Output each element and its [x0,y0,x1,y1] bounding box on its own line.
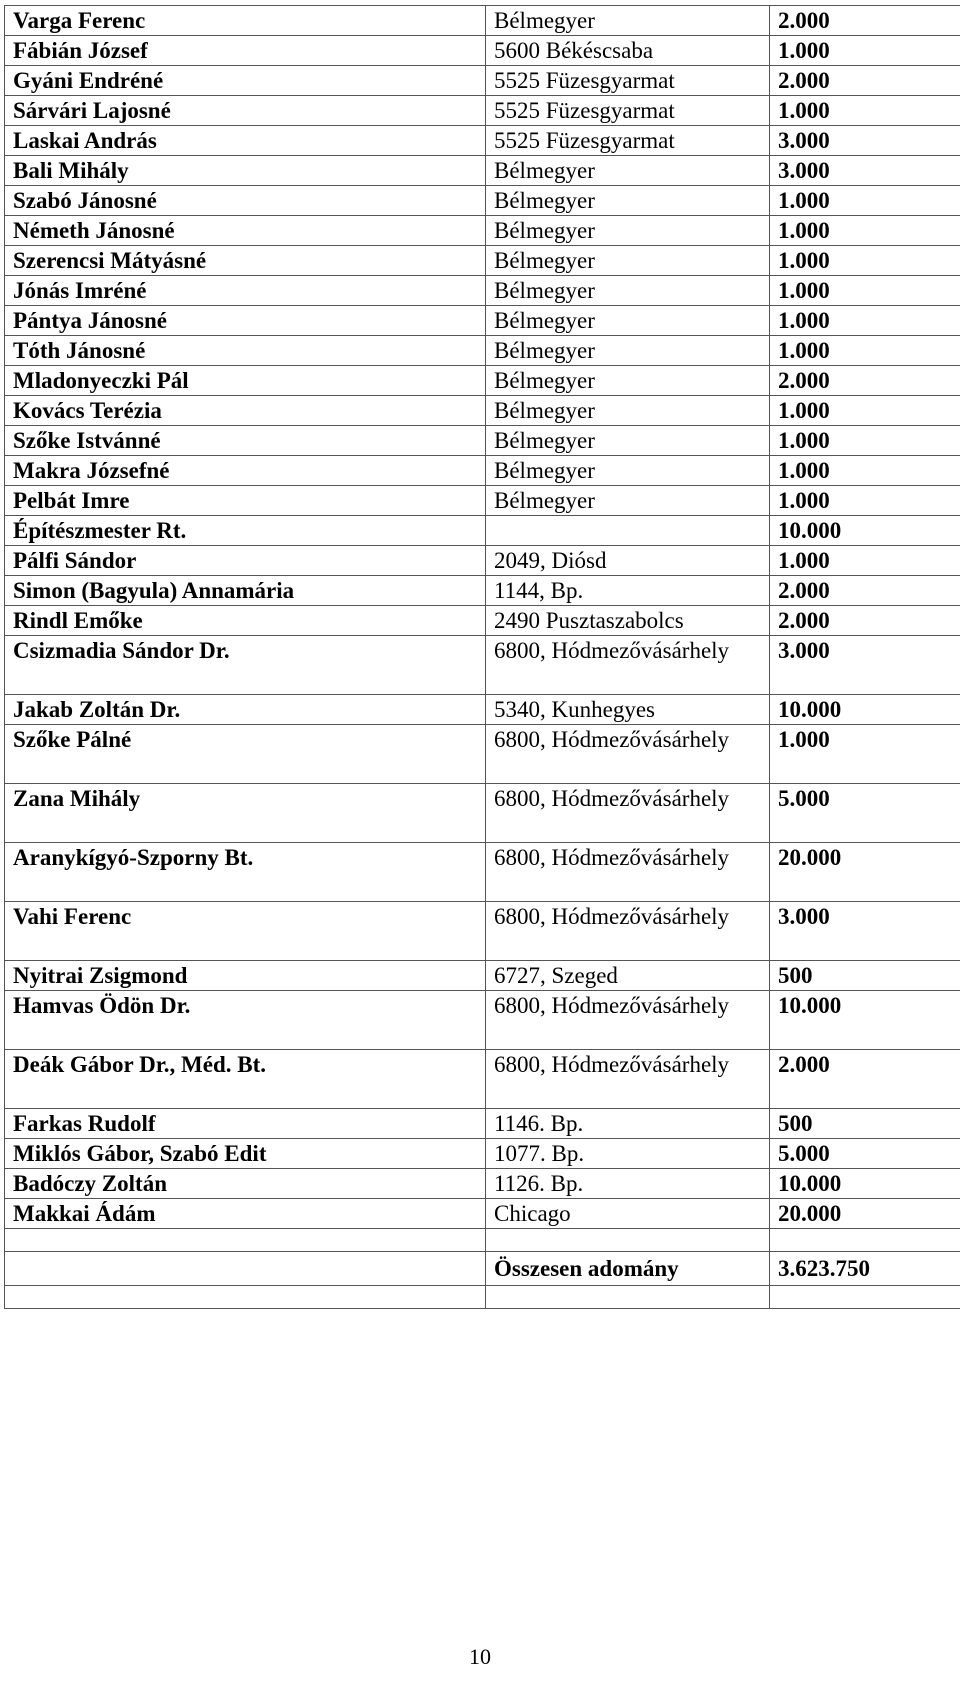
donor-row [5,1050,960,1109]
donor-amount: 1.000 [770,246,960,276]
donor-row [5,36,960,66]
donor-row [5,156,960,186]
donor-amount: 20.000 [770,1199,960,1229]
donor-place: Bélmegyer [486,396,770,426]
donor-row [5,6,960,36]
donor-row [5,843,960,902]
donor-place: 5525 Füzesgyarmat [486,96,770,126]
donor-amount: 20.000 [770,843,960,902]
donor-name: Farkas Rudolf [5,1109,486,1139]
donor-row [5,636,960,695]
donor-place: 5525 Füzesgyarmat [486,126,770,156]
donor-name: Mladonyeczki Pál [5,366,486,396]
donor-amount: 1.000 [770,546,960,576]
donor-name: Badóczy Zoltán [5,1169,486,1199]
donor-place: 1144, Bp. [486,576,770,606]
donor-place: 5525 Füzesgyarmat [486,66,770,96]
donor-place: 2049, Diósd [486,546,770,576]
donor-name: Simon (Bagyula) Annamária [5,576,486,606]
donor-name: Szerencsi Mátyásné [5,246,486,276]
donor-amount: 1.000 [770,96,960,126]
donor-row [5,902,960,961]
donor-row [5,186,960,216]
donor-row [5,456,960,486]
donor-row [5,961,960,991]
donor-name: Makkai Ádám [5,1199,486,1229]
donor-name: Fábián József [5,36,486,66]
donor-name: Tóth Jánosné [5,336,486,366]
donor-amount: 1.000 [770,306,960,336]
donor-row [5,784,960,843]
donor-amount: 2.000 [770,366,960,396]
donor-row [5,991,960,1050]
donor-row [5,725,960,784]
donor-amount: 10.000 [770,516,960,546]
donor-amount: 500 [770,1109,960,1139]
donor-table-body [5,6,960,1309]
page-number: 10 [469,1644,491,1669]
donor-amount: 2.000 [770,576,960,606]
donor-amount: 10.000 [770,991,960,1050]
donor-amount: 2.000 [770,66,960,96]
donor-amount: 3.000 [770,126,960,156]
donor-amount: 1.000 [770,725,960,784]
donor-row [5,366,960,396]
donor-amount: 10.000 [770,695,960,725]
donor-amount: 1.000 [770,36,960,66]
donor-row [5,1139,960,1169]
donor-place: Bélmegyer [486,336,770,366]
donor-name: Aranykígyó-Szporny Bt. [5,843,486,902]
donor-amount: 500 [770,961,960,991]
empty-cell [5,1229,486,1252]
empty-row [5,1286,960,1309]
donor-amount: 1.000 [770,276,960,306]
donor-place: 6800, Hódmezővásárhely [486,1050,770,1109]
donor-place: Bélmegyer [486,186,770,216]
donor-row [5,516,960,546]
donor-amount: 3.000 [770,156,960,186]
donor-amount: 10.000 [770,1169,960,1199]
donor-place: Bélmegyer [486,426,770,456]
donor-name: Vahi Ferenc [5,902,486,961]
donor-name: Deák Gábor Dr., Méd. Bt. [5,1050,486,1109]
donor-place: 6800, Hódmezővásárhely [486,843,770,902]
donor-amount: 1.000 [770,186,960,216]
donor-place: Chicago [486,1199,770,1229]
donor-row [5,1169,960,1199]
donor-row [5,1109,960,1139]
donor-name: Nyitrai Zsigmond [5,961,486,991]
donor-row [5,396,960,426]
donor-amount: 5.000 [770,784,960,843]
empty-cell [486,1229,770,1252]
donor-row [5,336,960,366]
donor-name: Gyáni Endréné [5,66,486,96]
donor-place: 6800, Hódmezővásárhely [486,902,770,961]
donor-name: Laskai András [5,126,486,156]
donor-name: Németh Jánosné [5,216,486,246]
empty-cell [5,1286,486,1309]
donor-name: Rindl Emőke [5,606,486,636]
donor-row [5,66,960,96]
donor-amount: 2.000 [770,606,960,636]
donor-row [5,246,960,276]
donor-amount: 2.000 [770,6,960,36]
donor-name: Varga Ferenc [5,6,486,36]
donor-amount: 1.000 [770,216,960,246]
donor-amount: 3.000 [770,902,960,961]
donor-place: Bélmegyer [486,156,770,186]
donor-row [5,695,960,725]
donor-place: 6800, Hódmezővásárhely [486,991,770,1050]
donor-place: 2490 Pusztaszabolcs [486,606,770,636]
donor-name: Zana Mihály [5,784,486,843]
donor-amount: 1.000 [770,456,960,486]
empty-cell [770,1286,960,1309]
empty-cell [770,1229,960,1252]
donor-name: Bali Mihály [5,156,486,186]
donor-place: 1126. Bp. [486,1169,770,1199]
donor-row [5,126,960,156]
donor-name: Pálfi Sándor [5,546,486,576]
donor-place: Bélmegyer [486,456,770,486]
donor-name: Szabó Jánosné [5,186,486,216]
donor-amount: 1.000 [770,426,960,456]
donor-place: Bélmegyer [486,246,770,276]
donor-place: Bélmegyer [486,366,770,396]
donor-row [5,306,960,336]
empty-cell [5,1252,486,1286]
donor-amount: 2.000 [770,1050,960,1109]
donor-place: Bélmegyer [486,306,770,336]
donor-place: 1077. Bp. [486,1139,770,1169]
donor-name: Kovács Terézia [5,396,486,426]
total-amount: 3.623.750 [770,1252,960,1286]
donor-name: Építészmester Rt. [5,516,486,546]
donor-table [4,5,960,1309]
donor-name: Pántya Jánosné [5,306,486,336]
donor-name: Hamvas Ödön Dr. [5,991,486,1050]
donor-row [5,606,960,636]
donor-row [5,1199,960,1229]
donor-name: Makra Józsefné [5,456,486,486]
total-row [5,1252,960,1286]
donor-row [5,546,960,576]
donor-place [486,516,770,546]
donor-name: Szőke Pálné [5,725,486,784]
donor-place: Bélmegyer [486,276,770,306]
donor-place: Bélmegyer [486,216,770,246]
donor-place: 5340, Kunhegyes [486,695,770,725]
donor-amount: 1.000 [770,396,960,426]
donor-name: Szőke Istvánné [5,426,486,456]
donor-place: Bélmegyer [486,6,770,36]
donor-amount: 5.000 [770,1139,960,1169]
donor-name: Pelbát Imre [5,486,486,516]
donor-amount: 3.000 [770,636,960,695]
donor-place: Bélmegyer [486,486,770,516]
donor-name: Miklós Gábor, Szabó Edit [5,1139,486,1169]
donor-row [5,96,960,126]
donor-place: 5600 Békéscsaba [486,36,770,66]
donor-place: 6727, Szeged [486,961,770,991]
donor-place: 6800, Hódmezővásárhely [486,784,770,843]
donor-amount: 1.000 [770,336,960,366]
donor-row [5,276,960,306]
donor-place: 6800, Hódmezővásárhely [486,725,770,784]
donor-name: Jakab Zoltán Dr. [5,695,486,725]
empty-row [5,1229,960,1252]
donor-row [5,216,960,246]
empty-cell [486,1286,770,1309]
donor-row [5,426,960,456]
donor-row [5,576,960,606]
donor-name: Csizmadia Sándor Dr. [5,636,486,695]
total-label: Összesen adomány [486,1252,770,1286]
donor-place: 6800, Hódmezővásárhely [486,636,770,695]
donor-place: 1146. Bp. [486,1109,770,1139]
donor-name: Jónás Imréné [5,276,486,306]
donor-name: Sárvári Lajosné [5,96,486,126]
donor-amount: 1.000 [770,486,960,516]
donor-row [5,486,960,516]
